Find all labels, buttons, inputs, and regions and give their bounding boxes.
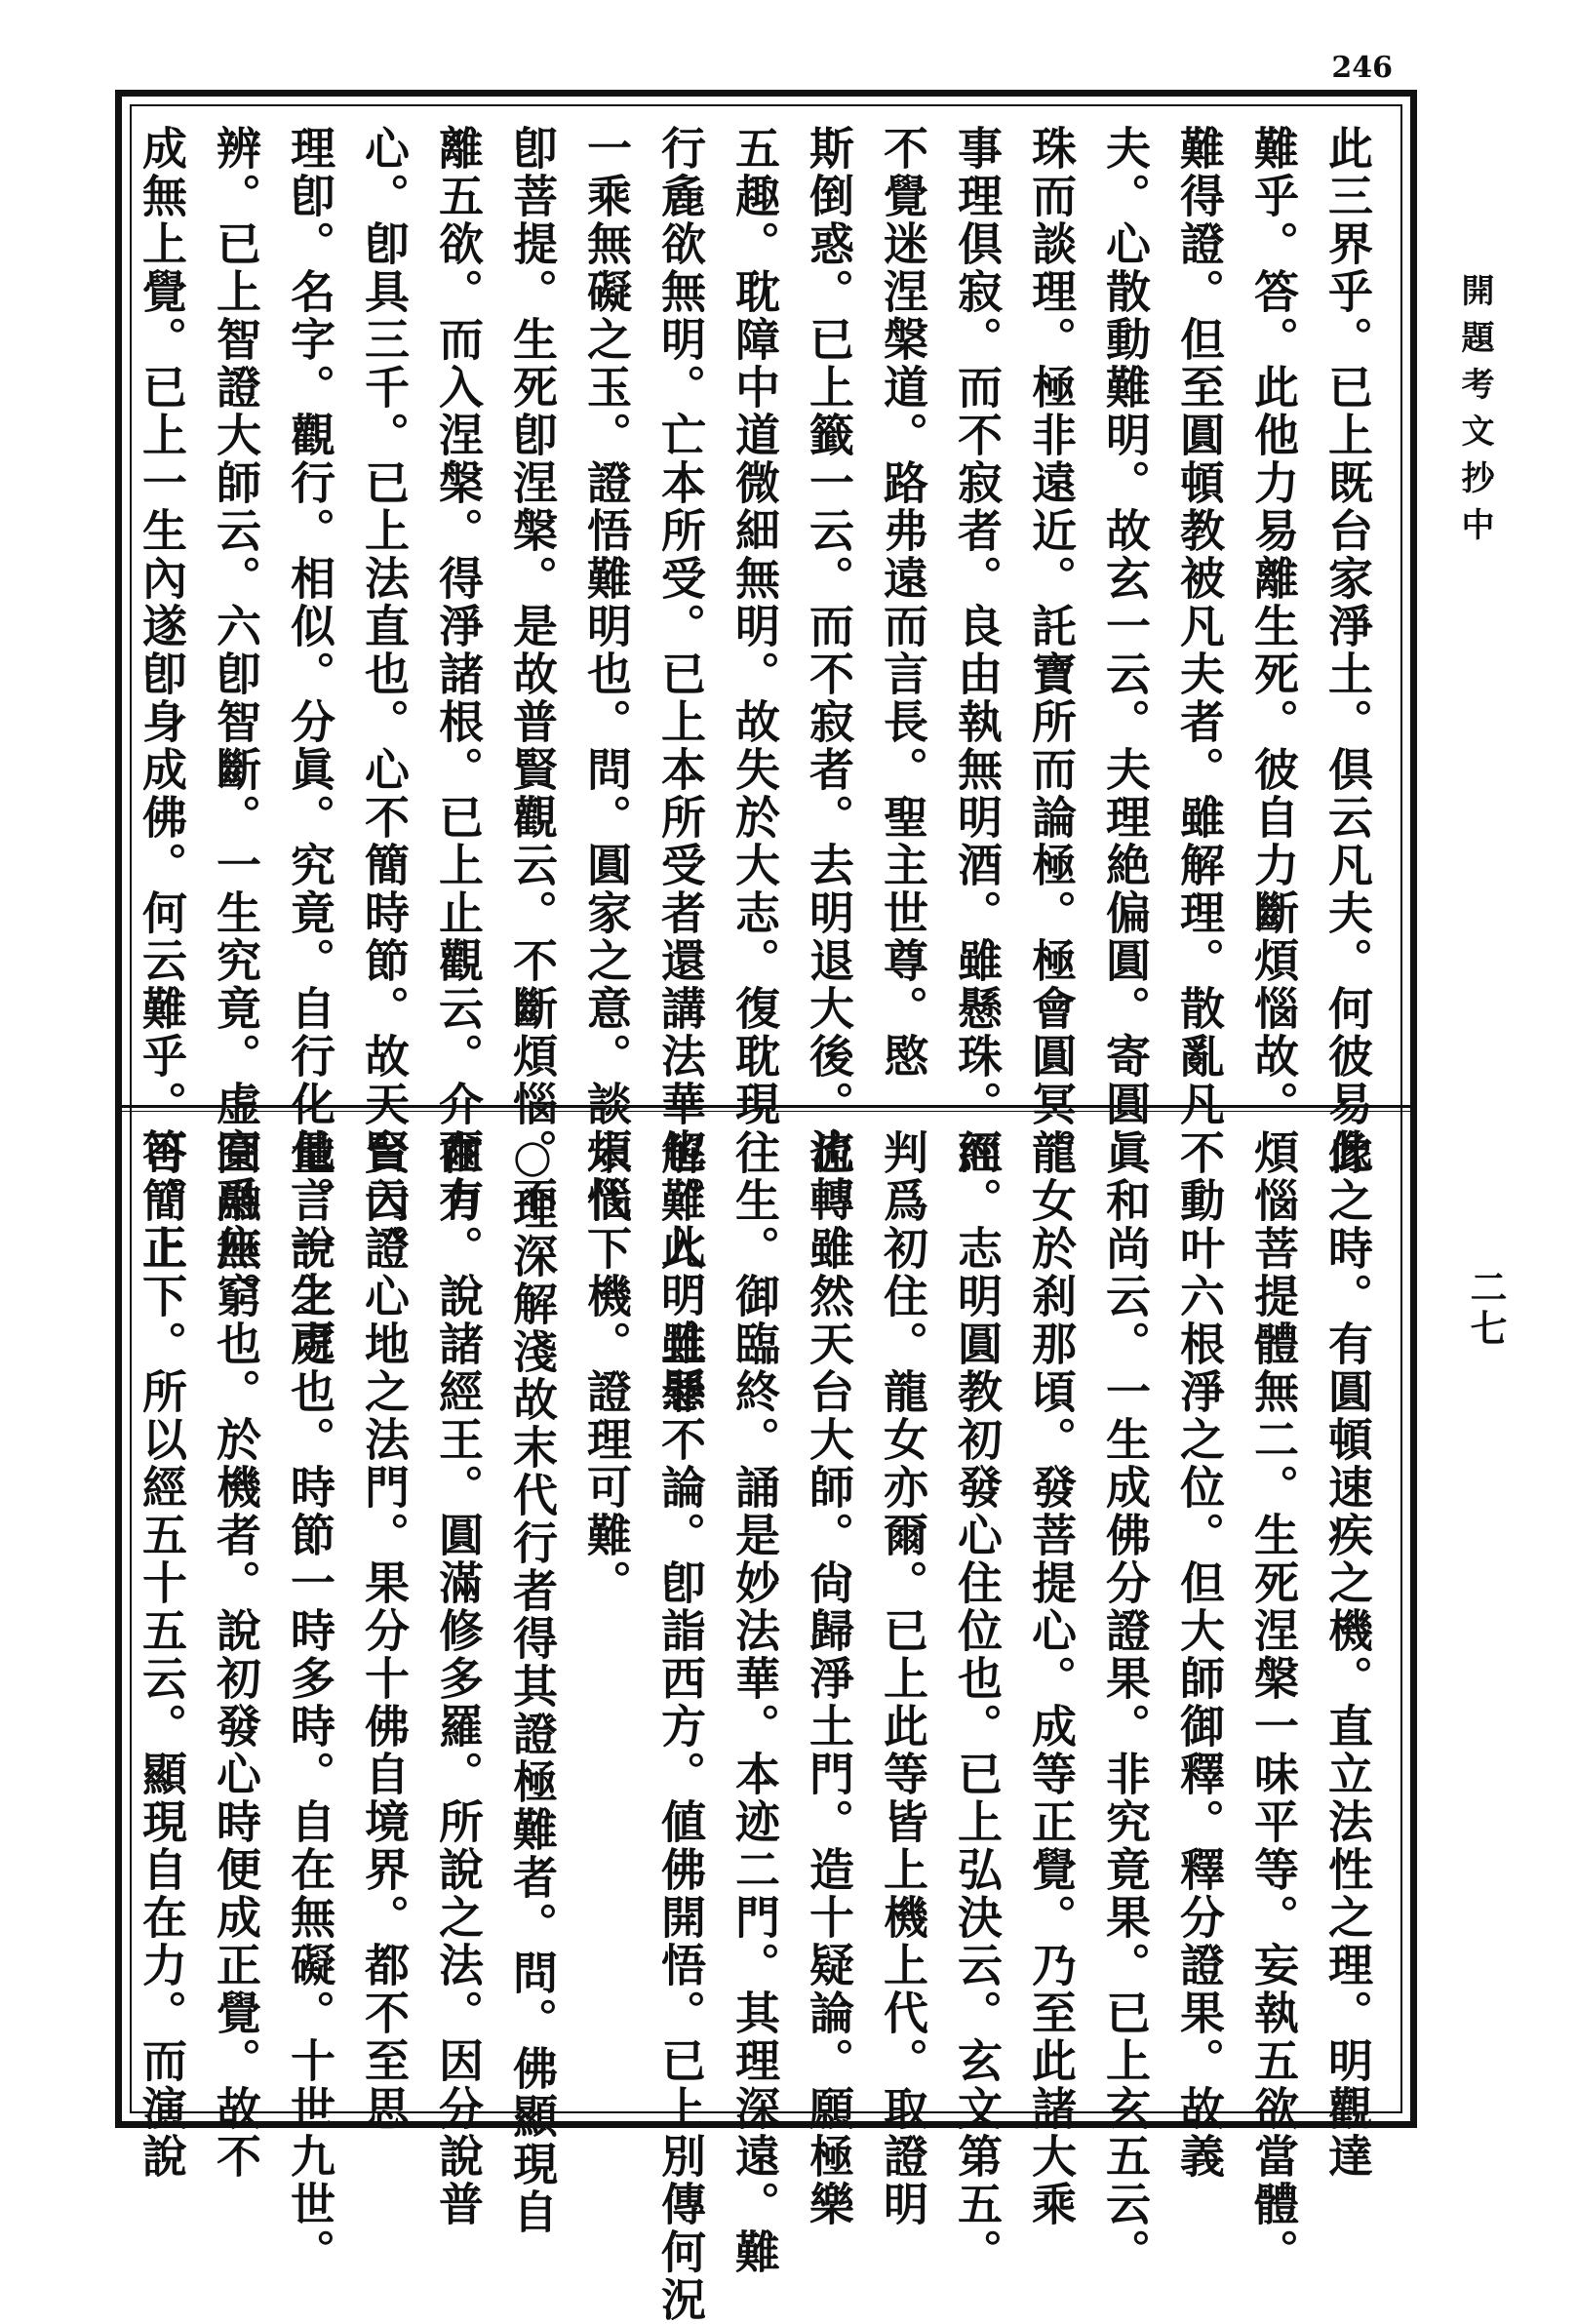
text-column: 夫。心散動難明。故玄一云。夫理絶偏圓。寄圓 (1099, 125, 1152, 1128)
text-column: 斯倒惑。已上籤一云。而不寂者。去明退大後。流轉 (803, 125, 855, 1224)
text-column: 心。卽具三千。已上法直也。心不簡時節。故天台云。 (358, 125, 411, 1272)
text-column: 量言說之處也。時節一時多時。自在無礙。十世九世。 (284, 1129, 336, 2276)
text-column: 不覺迷涅槃道。路弗遠而言長。聖主世尊。愍 (877, 125, 929, 1081)
text-column: 判爲初住。龍女亦爾。已上此等皆上機上代。取證明 (877, 1129, 929, 2228)
text-column: 末代下機。證理可難。 (580, 1129, 633, 1607)
text-column: 難乎。答。此他力易離生死。彼自力斷煩惱故。 (1247, 125, 1300, 1128)
text-column: 一乘無礙之玉。證悟難明也。問。圓家之意。談煩惱 (580, 125, 633, 1224)
text-column: 在力。說諸經王。圓滿修多羅。所說之法。因分說普 (432, 1129, 485, 2228)
page-number: 246 (1331, 51, 1393, 85)
text-column: 解難入。且罪不論。卽詣西方。値佛開悟。已上別傳何況 (654, 1129, 707, 2324)
text-column: 煩惱菩提體無二。生死涅槃一味平等。妄執五欲當體。 (1247, 1129, 1300, 2276)
text-column: 理卽。名字。觀行。相似。分眞。究竟。自行化他。一生可 (284, 125, 336, 1367)
text-column: 經。志明圓教初發心住位也。已上弘決云。玄文第五。 (951, 1129, 1004, 2276)
text-column: 不動叶六根淨之位。但大師御釋。釋分證果。故義 (1173, 1129, 1226, 2181)
text-column: 成無上覺。已上一生內遂卽身成佛。何云難乎。答。正 (136, 125, 188, 1272)
text-column: 像之時。有圓頓速疾之機。直立法性之理。明觀達 (1321, 1129, 1374, 2181)
text-column: 往生。御臨終。誦是妙法華。本迹二門。其理深遠。難 (729, 1129, 781, 2276)
margin-folio-number: 二七 (1464, 1268, 1508, 1350)
text-column: 圓融無窮也。於機者。說初發心時便成正覺。故不 (210, 1129, 262, 2181)
text-column: ○理深解淺故末代行者得其證極難者。問。佛顯現自 (506, 1129, 559, 2236)
text-column: 行麁欲無明。亡本所受。已上本所受者還講法華也。此明雖懸 (654, 125, 707, 1415)
text-column: 卽菩提。生死卽涅槃。是故普賢觀云。不斷煩惱。不 (506, 125, 559, 1224)
text-column: 眞和尚云。一生成佛分證果。非究竟果。已上玄五云。 (1099, 1129, 1152, 2276)
text-column: 五趣。耽障中道微細無明。故失於大志。復耽現 (729, 125, 781, 1128)
text-column: 離五欲。而入涅槃。得淨諸根。已上止觀云。介爾有 (432, 125, 485, 1224)
text-column: 龍女於刹那頃。發菩提心。成等正覺。乃至此諸大乘 (1025, 1129, 1078, 2228)
text-column: 珠而談理。極非遠近。託寶所而論極。極會圓冥。 (1025, 125, 1078, 1176)
text-column: 難得證。但至圓頓教被凡夫者。雖解理。散亂凡 (1173, 125, 1226, 1128)
text-column: 事理倶寂。而不寂者。良由執無明酒。雖懸珠。而 (951, 125, 1004, 1176)
text-column: 也。雖然天台大師。尙歸淨土門。造十疑論。願極樂 (803, 1129, 855, 2228)
margin-title: 開題考文抄中 (1455, 273, 1494, 554)
text-column: 賢內證心地之法門。果分十佛自境界。都不至思 (358, 1129, 411, 2133)
text-column: 此三界乎。已上既台家淨土。倶云凡夫。何彼易此 (1321, 125, 1374, 1176)
text-column: 可簡上下。所以經五十五云。顯現自在力。而演說 (136, 1129, 188, 2181)
lower-text-panel (136, 1129, 1385, 2324)
text-column: 辨。已上智證大師云。六卽智斷。一生究竟。虚空爲座。 (210, 125, 262, 1320)
